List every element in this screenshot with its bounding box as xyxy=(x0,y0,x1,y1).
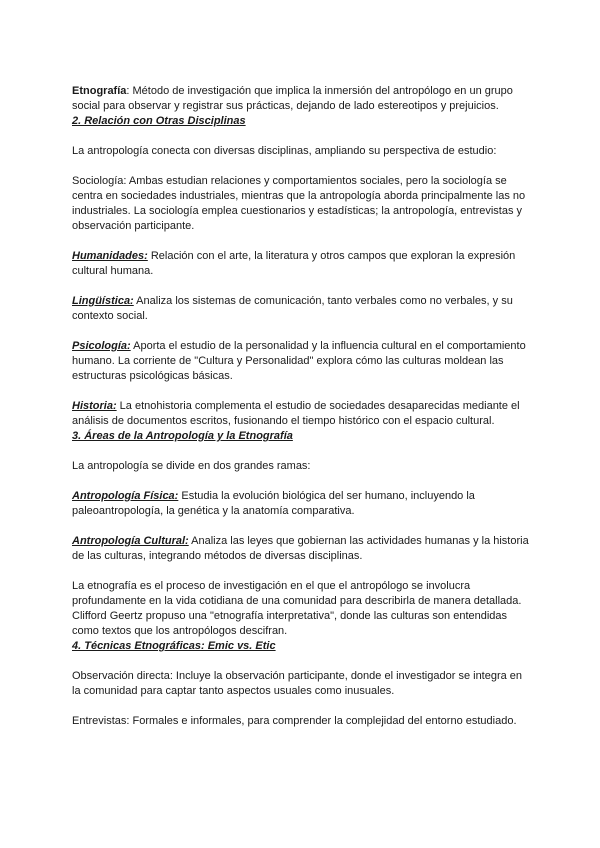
intro-paragraph xyxy=(72,84,532,114)
antropologia-fisica-text: Estudia la evolución biológica del ser humano, incluyendo la paleoantropología, la genética y la anatomía comparativa. xyxy=(72,490,475,517)
section3-intro: La antropología se divide en dos grandes ramas: xyxy=(72,460,311,472)
humanidades-text: Relación con el arte, la literatura y otros campos que exploran la expresión cultural humana. xyxy=(72,250,516,277)
observacion-paragraph: Observación directa: Incluye la observación participante, donde el investigador se integra en la comunidad para captar tanto aspectos usuales como inusuales. xyxy=(72,670,523,697)
antropologia-cultural-term: Antropología Cultural: xyxy=(72,535,189,547)
linguistica-paragraph xyxy=(72,294,532,324)
psicologia-text: Aporta el estudio de la personalidad y la influencia cultural en el comportamiento humano. La corriente de "Cultura y Personalidad" explora cómo las culturas moldean las estructuras psicológicas básicas. xyxy=(72,340,526,382)
historia-text: La etnohistoria complementa el estudio de sociedades desaparecidas mediante el análisis de documentos escritos, fusionando el tiempo histórico con el espacio cultural. xyxy=(72,400,520,427)
humanidades-term: Humanidades: xyxy=(72,250,148,262)
document-page xyxy=(72,84,532,729)
section2-heading: 2. Relación con Otras Disciplinas xyxy=(72,115,246,127)
psicologia-term: Psicología: xyxy=(72,340,131,352)
linguistica-text: Analiza los sistemas de comunicación, tanto verbales como no verbales, y su contexto social. xyxy=(72,295,513,322)
section3-heading: 3. Áreas de la Antropología y la Etnografía xyxy=(72,430,293,442)
intro-term: Etnografía xyxy=(72,85,127,97)
antropologia-cultural-paragraph xyxy=(72,534,532,564)
entrevistas-paragraph: Entrevistas: Formales e informales, para comprender la complejidad del entorno estudiado. xyxy=(72,715,517,727)
historia-paragraph xyxy=(72,399,532,429)
historia-term: Historia: xyxy=(72,400,117,412)
sociologia-paragraph: Sociología: Ambas estudian relaciones y comportamientos sociales, pero la sociología se centra en sociedades industriales, mientras que la antropología aborda principalmente las no industriales. La sociología emplea cuestionarios y estadísticas; la antropología, entrevistas y observación participante. xyxy=(72,175,526,232)
humanidades-paragraph xyxy=(72,249,532,279)
section2-intro: La antropología conecta con diversas disciplinas, ampliando su perspectiva de estudio: xyxy=(72,145,497,157)
linguistica-term: Lingüística: xyxy=(72,295,134,307)
etnografia-closing-paragraph: La etnografía es el proceso de investigación en el que el antropólogo se involucra profundamente en la vida cotidiana de una comunidad para describirla de manera detallada. Clifford Geertz propuso una "etnografía interpretativa", donde las culturas son entendidas como textos que los antropólogos descifran. xyxy=(72,580,522,637)
antropologia-cultural-text: Analiza las leyes que gobiernan las actividades humanas y la historia de las culturas, integrando métodos de diversas disciplinas. xyxy=(72,535,529,562)
psicologia-paragraph xyxy=(72,339,532,384)
antropologia-fisica-paragraph xyxy=(72,489,532,519)
antropologia-fisica-term: Antropología Física: xyxy=(72,490,179,502)
section4-heading: 4. Técnicas Etnográficas: Emic vs. Etic xyxy=(72,640,276,652)
intro-text: : Método de investigación que implica la inmersión del antropólogo en un grupo social para observar y registrar sus prácticas, dejando de lado estereotipos y prejuicios. xyxy=(72,85,513,112)
